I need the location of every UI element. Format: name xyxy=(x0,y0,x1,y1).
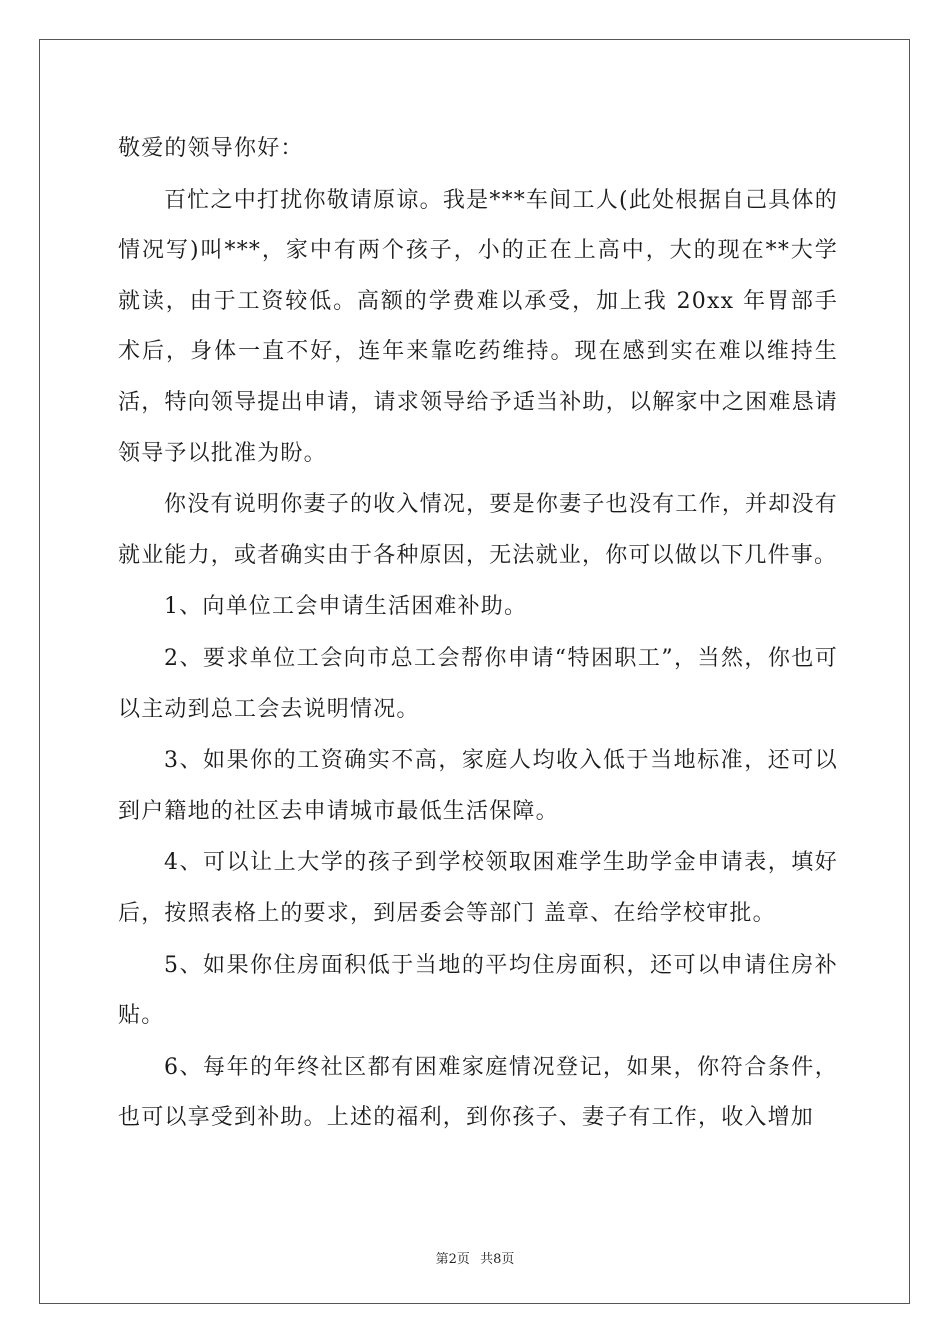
paragraph-item-2: 2、要求单位工会向市总工会帮你申请“特困职工”，当然，你也可以主动到总工会去说明情况。 xyxy=(118,645,838,722)
page-total: 共8页 xyxy=(480,1252,515,1267)
salutation: 敬爱的领导你好： xyxy=(118,136,304,161)
page-footer xyxy=(0,1248,950,1267)
paragraph-item-3: 3、如果你的工资确实不高，家庭人均收入低于当地标准，还可以到户籍地的社区去申请城市最低生活保障。 xyxy=(118,748,838,824)
document-body xyxy=(118,124,838,1145)
paragraph-item-6: 6、每年的年终社区都有困难家庭情况登记，如果，你符合条件，也可以享受到补助。上述的福利，到你孩子、妻子有工作，收入增加 xyxy=(118,1054,838,1131)
paragraph-item-1: 1、向单位工会申请生活困难补助。 xyxy=(164,594,528,620)
paragraph-application: 百忙之中打扰你敬请原谅。我是***车间工人(此处根据自己具体的情况写)叫***，家中有两个孩子，小的正在上高中，大的现在**大学就读，由于工资较低。高额的学费难以承受，加上我 20xx 年胃部手术后，身体一直不好，连年来靠吃药维持。现在感到实在难以维持生活，特向领导提出申请，请求领导给予适当补助，以解家中之困难恳请领导予以批准为盼。 xyxy=(118,187,838,466)
page-number: 第2页 xyxy=(435,1252,470,1267)
paragraph-item-4: 4、可以让上大学的孩子到学校领取困难学生助学金申请表，填好后，按照表格上的要求，到居委会等部门 盖章、在给学校审批。 xyxy=(118,850,838,926)
paragraph-advice-intro: 你没有说明你妻子的收入情况，要是你妻子也没有工作，并却没有就业能力，或者确实由于各种原因，无法就业，你可以做以下几件事。 xyxy=(118,492,838,568)
paragraph-item-5: 5、如果你住房面积低于当地的平均住房面积，还可以申请住房补贴。 xyxy=(118,952,838,1029)
